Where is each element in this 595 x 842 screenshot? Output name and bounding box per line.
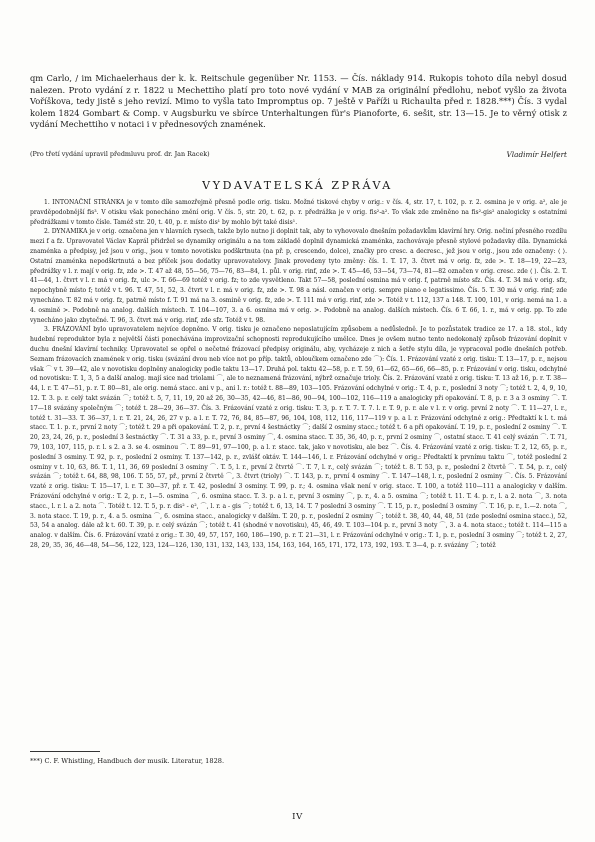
footnote: ***) C. F. Whistling, Handbuch der musik. Literatur, 1828. [30,757,225,765]
report-paragraph-dynamics: 2. DYNAMIKA je v orig. označena jen v hlavních rysech, takže bylo nutno ji doplnit tak, aby to vyhovovalo dnešním požadavkům klavírní hry. Orig. nečiní přesného rozdílu mezi f a fz. Upravovatel Václav Kaprál přidržel se dynamiky originálu a na tom základě doplnil dynamická znaménka, zachovávaje přesně stylové požadavky díla. Dynamická znaménka a předpisy, jež jsou v orig., jsou v tomto novotisku podškrtnuta (na př. p, crescendo, dolce), značky pro cresc. a decresc., jež jsou v orig., jsou zde označeny: ⟨ ⟩. Ostatní znaménka nepodškrtnutá a bez příček jsou dodatky upravovatelovy. Jinak provedeny tyto změny: čís. 1. T. 17, 3. čtvrt má v orig. fz, zde >. T. 18—19, 22—23, předrážky v l. r. mají v orig. fz, zde >. T. 47 až 48, 55—56, 75—76, 83—84, 1. půl. v orig. rinf, zde >. T. 45—46, 53—54, 73—74, 81—82 označen v orig. cresc. zde ⟨ ⟩. Čís. 2. T. 41—44, 1. čtvrt v l. r. má v orig. fz, ulc >. T. 66—69 totéž v orig. fz; to zde vysvětleno. Takt 57—58, poslední osmina má v orig. f, patrně místo sfz. Čís. 4. T. 34 má v orig. sfz, nepochybně místo f; totéž v t. 96. T. 47, 51, 52, 3. čtvrt v l. r. má v orig. fz, zde >. T. 98 a násl. označen v orig. sempre piano e legatissimo. Čís. 5. T. 30 má v orig. rinf; zde vynecháno. T. 82 má v orig. fz, patrně místo f. T. 91 má na 3. osmině v orig. fz, zde >. T. 111 má v orig. rinf, zde >. Totéž v t. 112, 137 a 148. T. 100, 101, v orig. nemá na 1. a 4. osmině >. Podobně na analog. dalších místech. T. 104—107, 3. a 6. osmina má v orig. >. Podobně na analog. dalších místech. Čís. 6 T. 66, 1. r., má v orig. pp. To zde vynecháno jako zbytečné. T. 96, 3. čtvrt má v orig. rinf, zde sfz. Totéž v t. 98. [30,228,567,324]
revision-credit: (Pro třetí vydání upravil předmluvu prof. dr. Jan Racek) [30,150,210,158]
report-title: VYDAVATELSKÁ ZPRÁVA [202,179,393,192]
intro-paragraph-block [30,73,567,131]
report-paragraph-intonation: 1. INTONAČNÍ STRÁNKA je v tomto díle samozřejmě přesně podle orig. tisku. Možné tiskové chyby v orig.: v čís. 4, str. 17, t. 102, p. r. 2. osmina je v orig. a², ale je pravděpodobnější fis³. V otisku však ponecháno znění orig. V čís. 5, str. 20, t. 62, p. r. předrážka je v orig. fis²-a². To však zde změněno na fis²-gis² analogicky s ostatními předrážkami v tomto čísle. Taméž str. 20, t. 40, p. r. místo dis¹ by mohlo být také disis¹. [30,199,567,226]
report-body [30,198,567,748]
credit-row [30,150,567,162]
footnote-divider [30,751,100,752]
intro-paragraph: qm Carlo, / im Michaelerhaus der k. k. Reitschule gegenüber Nr. 1153. — Čís. náklady 914. Rukopis tohoto díla nebyl dosud nalezen. Proto vydání z r. 1822 u Mechettiho platí pro toto nové vydání v MAB za originální předlohu, neboť vyšlo za života Voříškova, tedy jistě s jeho revizí. Mimo to vyšla tato Impromptus op. 7 ještě v Paříži u Richaulta před r. 1828.***) Čís. 3 vydal kolem 1824 Gombart & Comp. v Augsburku ve sbírce Unterhaltungen für's Pianoforte, 6. sešit, str. 13—15. Je to věrný otisk z vydání Mechettiho v notaci i v přednesových znamének. [30,73,567,130]
author-signature: Vladimír Helfert [506,150,567,159]
report-paragraph-phrasing: 3. FRÁZOVÁNÍ bylo upravovatelem nejvíce dopněno. V orig. tisku je označeno neposlatujícím způsobem a nedůsledně. Je to pozůstatek tradice ze 17. a 18. stol., kdy hudební reproduktor byla z největší části ponechávána improvizační schopnosti reprodukujícího umělce. Dnes je ovšem nutno tento nedokonalý způsob frázování doplnit v duchu dnešní klavírní techniky. Upravovatel se opřel o nečetné frázovací předpisy originálu, aby, vycházeje z nich a šetře stylu díla, je vypracoval podle dnešních potřeb. Seznam frázovacích znamének v orig. tisku (svázání dvou neb více not po příp. taktů, obloučkem označeno zde ⌒): Čís. 1. Frázování vzaté z orig. tisku: T. 13—17, p. r., nejsou však ⌒ v t. 39—42, ale v novotisku doplněny analogicky podle taktu 13—17. Druhá pol. taktu 42—58, p. r. T. 59, 61—62, 65—66, 66—85, p. r. Frázování v orig. tisku, odchylné od novotisku: T. 1, 3, 5 a další analog. mají sice nad triolami ⌒, ale to neznamená frázování, nýbrž označuje trioly. Čís. 2. Frázování vzaté z orig. tisku: T. 13 až 16, p. r. T. 38—44, l. r. T. 47—51, p. r. T. 80—81, ale orig. nemá stacc. ani v p., ani l. r.: totéž t. 88—89, 103—105. Frázování odchylné v orig.: T. 4, p. r., poslední 3 noty ⌒; totéž t. 2, 4, 9, 10, 12. T. 3. p. r. celý takt svázán ⌒; totéž t. 5, 7, 11, 19, 20 až 26, 30—35, 42—46, 81—86, 90—94, 100—102, 116—119 a analogicky při opakování. T. 8, p. r. 3 a 3 osminy ⌒. T. 17—18 svázány společným ⌒; totéž t. 28—29, 36—37. Čís. 3. Frázování vzaté z orig. tisku: T. 3, p. r. T. 7. T. 7. l. r. T. 9, p. r. ale v l. r. v orig. první 2 noty ⌒. T. 11—27, l. r., totéž t. 31—33. T. 36—37, l. r. T. 21, 24, 26, 27 v p. a l. r. T. 72, 76, 84, 85—87, 96, 104, 108, 112, 116, 117—119 v p. a l. r. Frázování odchylné z orig.: Předtaktí k l. t. má stacc. T. 1. p. r., první 2 noty ⌒; totéž t. 29 a při opakování. T. 2, p. r., první 4 šestnáctky ⌒; další 2 osminy stacc.; totéž t. 6 a při opakování. T. 19, p. r., poslední 2 osminy ⌒. T. 20, 23, 24, 26, p. r., poslední 3 šestnáctky ⌒. T. 31 a 33, p. r., první 3 osminy ⌒, 4. osmina stacc. T. 35, 36, 40, p. r., první 2 osminy ⌒, ostatní stacc. T. 41 celý svázán ⌒. T. 71, 79, 103, 107, 115, p. r. l. s 2. a 3. se 4. osminou ⌒. T. 89—91, 97—100, p. a l. r. stacc. tak, jako v novotisku, ale bez ⌒. Čís. 4. Frázování vzaté z orig. tisku: T. 2, 12, 65, p. r., poslední 3 osminy. T. 92, p. r., poslední 2 osminy. T. 137—142, p. r., zvlášť oktáv. T. 144—146, l. r. Frázování odchylné v orig.: Předtaktí k prvnímu taktu ⌒, totéž poslední 2 osminy v t. 10, 63, 86. T. 1, 11, 36, 69 poslední 3 osminy ⌒. T. 5, l. r., první 2 čtvrtě ⌒. T. 7, l. r., celý svázán ⌒; totéž t. 8. T. 53, p. r., poslední 2 čtvrtě ⌒. T. 54, p. r., celý svázán ⌒; totéž t. 64, 88, 98, 106. T. 55, 57, př., první 2 čtvrtě ⌒, 3. čtvrt (trioly) ⌒. T. 143, p. r., první 4 osminy ⌒. T. 147—148, l. r., poslední 2 osminy ⌒. Čís. 5. Frázování vzaté z orig. tisku: T. 15—17, l. r. T. 30—37, př. r. T. 42, poslední 3 osminy. T. 99, p. r.; 4. osmina však není v orig. stacc. T. 100, a totéž 110—111 a analogicky v dalším. Frázování odchylné v orig.: T. 2, p. r., 1—5. osmina ⌒, 6. osmina stacc. T. 3. p. a l. r., první 3 osminy ⌒, p. r., 4. a 5. osmina ⌒; totéž t. 11. T. 4. p. r., l. a 2. nota ⌒, 3. nota stacc., l. r. l. a 2. nota ⌒. Totéž t. 12. T. 5, p. r. dis² - e², ⌒, l. r. a - gis ⌒; totéž t. 6, 13, 14. T. 7 poslední 3 osminy ⌒. T. 15, p. r., poslední 3 osminy ⌒. T. 16, p. r., 1.—2. nota ⌒, 3. nota stacc. T. 19, p. r., 4. a 5. osmina ⌒, 6. osmina stacc., analogicky v dalším. T. 20, p. r., poslední 2 osminy ⌒; totéž t. 38, 40, 44, 48, 51 (zde poslední osmina stacc.), 52, 53, 54 a analog. dále až k t. 60. T. 39, p. r. celý svázán ⌒; totéž t. 41 (shodné v novotisku), 45, 46, 49. T. 103—104 p. r., první 3 noty ⌒, 3. a 4. nota stacc.; totéž t. 114—115 a analog. v dalším. Čís. 6. Frázování vzaté z orig.: T. 30, 49, 57, 157, 160, 186—190, p. r. T. 21—31, l. r. Frázování odchylné v orig.: T. 1, p. r., poslední 3 osminy ⌒; totéž t. 2, 27, 28, 29, 35, 36, 46—48, 54—56, 122, 123, 124—126, 130, 131, 132, 143, 133, 154, 163, 164, 165, 171, 172, 173, 192, 193. T. 3—4, p. r. svázány ⌒; totéž [30,326,567,549]
page-number: IV [292,812,303,822]
